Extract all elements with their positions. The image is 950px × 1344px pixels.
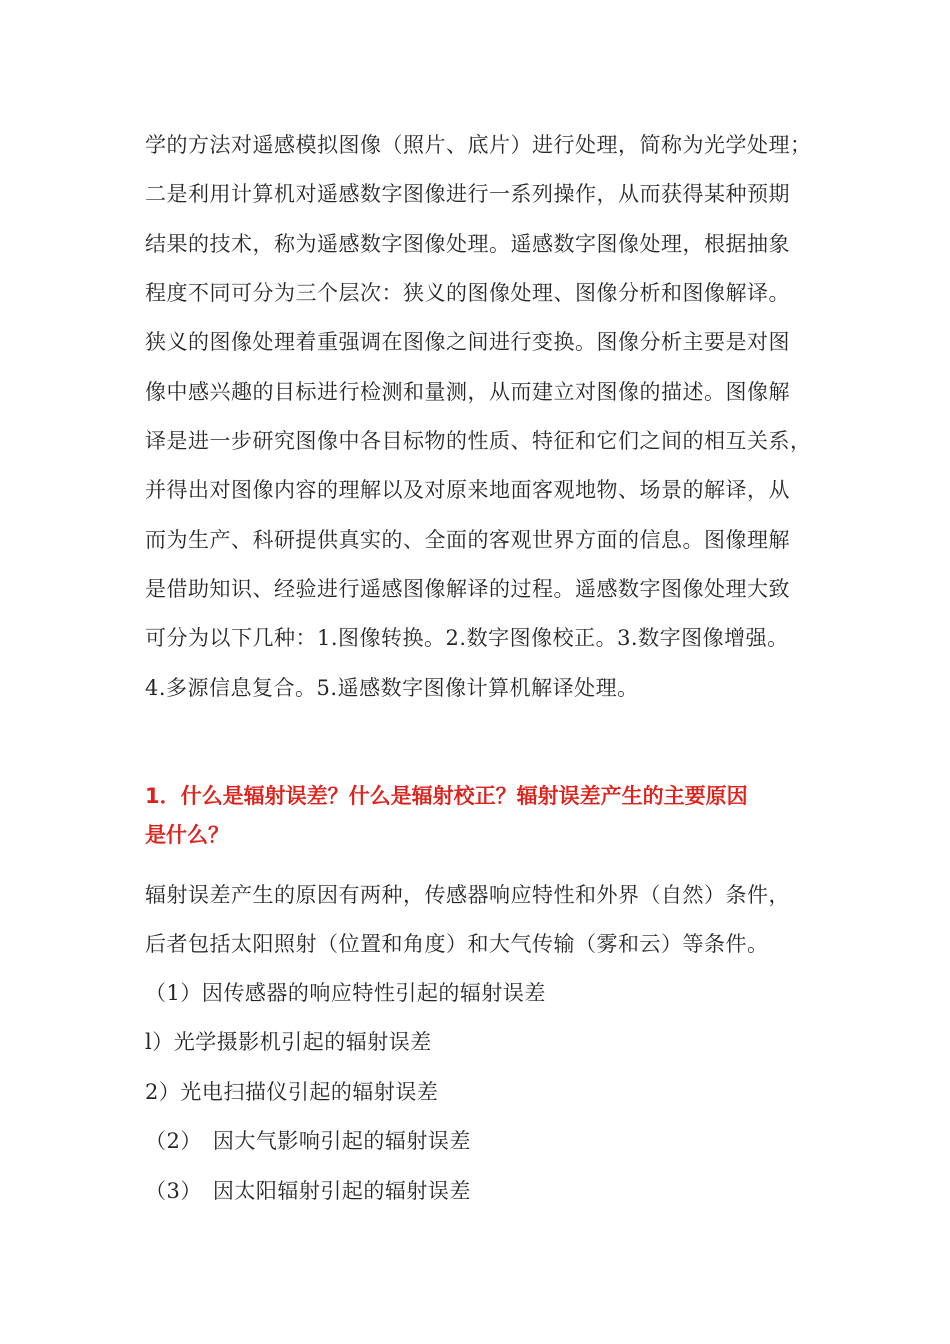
- list-item: （3） 因太阳辐射引起的辐射误差: [145, 1179, 471, 1203]
- list-item: l）光学摄影机引起的辐射误差: [145, 1030, 432, 1054]
- text-line: 是借助知识、经验进行遥感图像解译的过程。遥感数字图像处理大致: [145, 577, 790, 601]
- list-item: （1）因传感器的响应特性引起的辐射误差: [145, 981, 546, 1005]
- text-line: 结果的技术，称为遥感数字图像处理。遥感数字图像处理，根据抽象: [145, 232, 790, 256]
- text-line: 像中感兴趣的目标进行检测和量测，从而建立对图像的描述。图像解: [145, 380, 790, 404]
- text-line: 而为生产、科研提供真实的、全面的客观世界方面的信息。图像理解: [145, 528, 790, 552]
- text-line: 辐射误差产生的原因有两种，传感器响应特性和外界（自然）条件，: [145, 883, 790, 907]
- list-item: 2）光电扫描仪引起的辐射误差: [145, 1080, 439, 1104]
- text-line: 4.多源信息复合。5.遥感数字图像计算机解译处理。: [145, 676, 639, 700]
- text-line: 程度不同可分为三个层次：狭义的图像处理、图像分析和图像解译。: [145, 281, 790, 305]
- heading-line: 1．什么是辐射误差？什么是辐射校正？辐射误差产生的主要原因: [145, 784, 748, 808]
- text-line: 二是利用计算机对遥感数字图像进行一系列操作，从而获得某种预期: [145, 182, 790, 206]
- text-line: 并得出对图像内容的理解以及对原来地面客观地物、场景的解译，从: [145, 478, 790, 502]
- text-line: 狭义的图像处理着重强调在图像之间进行变换。图像分析主要是对图: [145, 330, 790, 354]
- text-line: 后者包括太阳照射（位置和角度）和大气传输（雾和云）等条件。: [145, 932, 769, 956]
- text-line: 可分为以下几种：1.图像转换。2.数字图像校正。3.数字图像增强。: [145, 626, 789, 650]
- text-line: 学的方法对遥感模拟图像（照片、底片）进行处理，简称为光学处理；: [145, 133, 812, 157]
- text-line: 译是进一步研究图像中各目标物的性质、特征和它们之间的相互关系，: [145, 429, 812, 453]
- heading-line: 是什么？: [145, 823, 229, 847]
- list-item: （2） 因大气影响引起的辐射误差: [145, 1129, 471, 1153]
